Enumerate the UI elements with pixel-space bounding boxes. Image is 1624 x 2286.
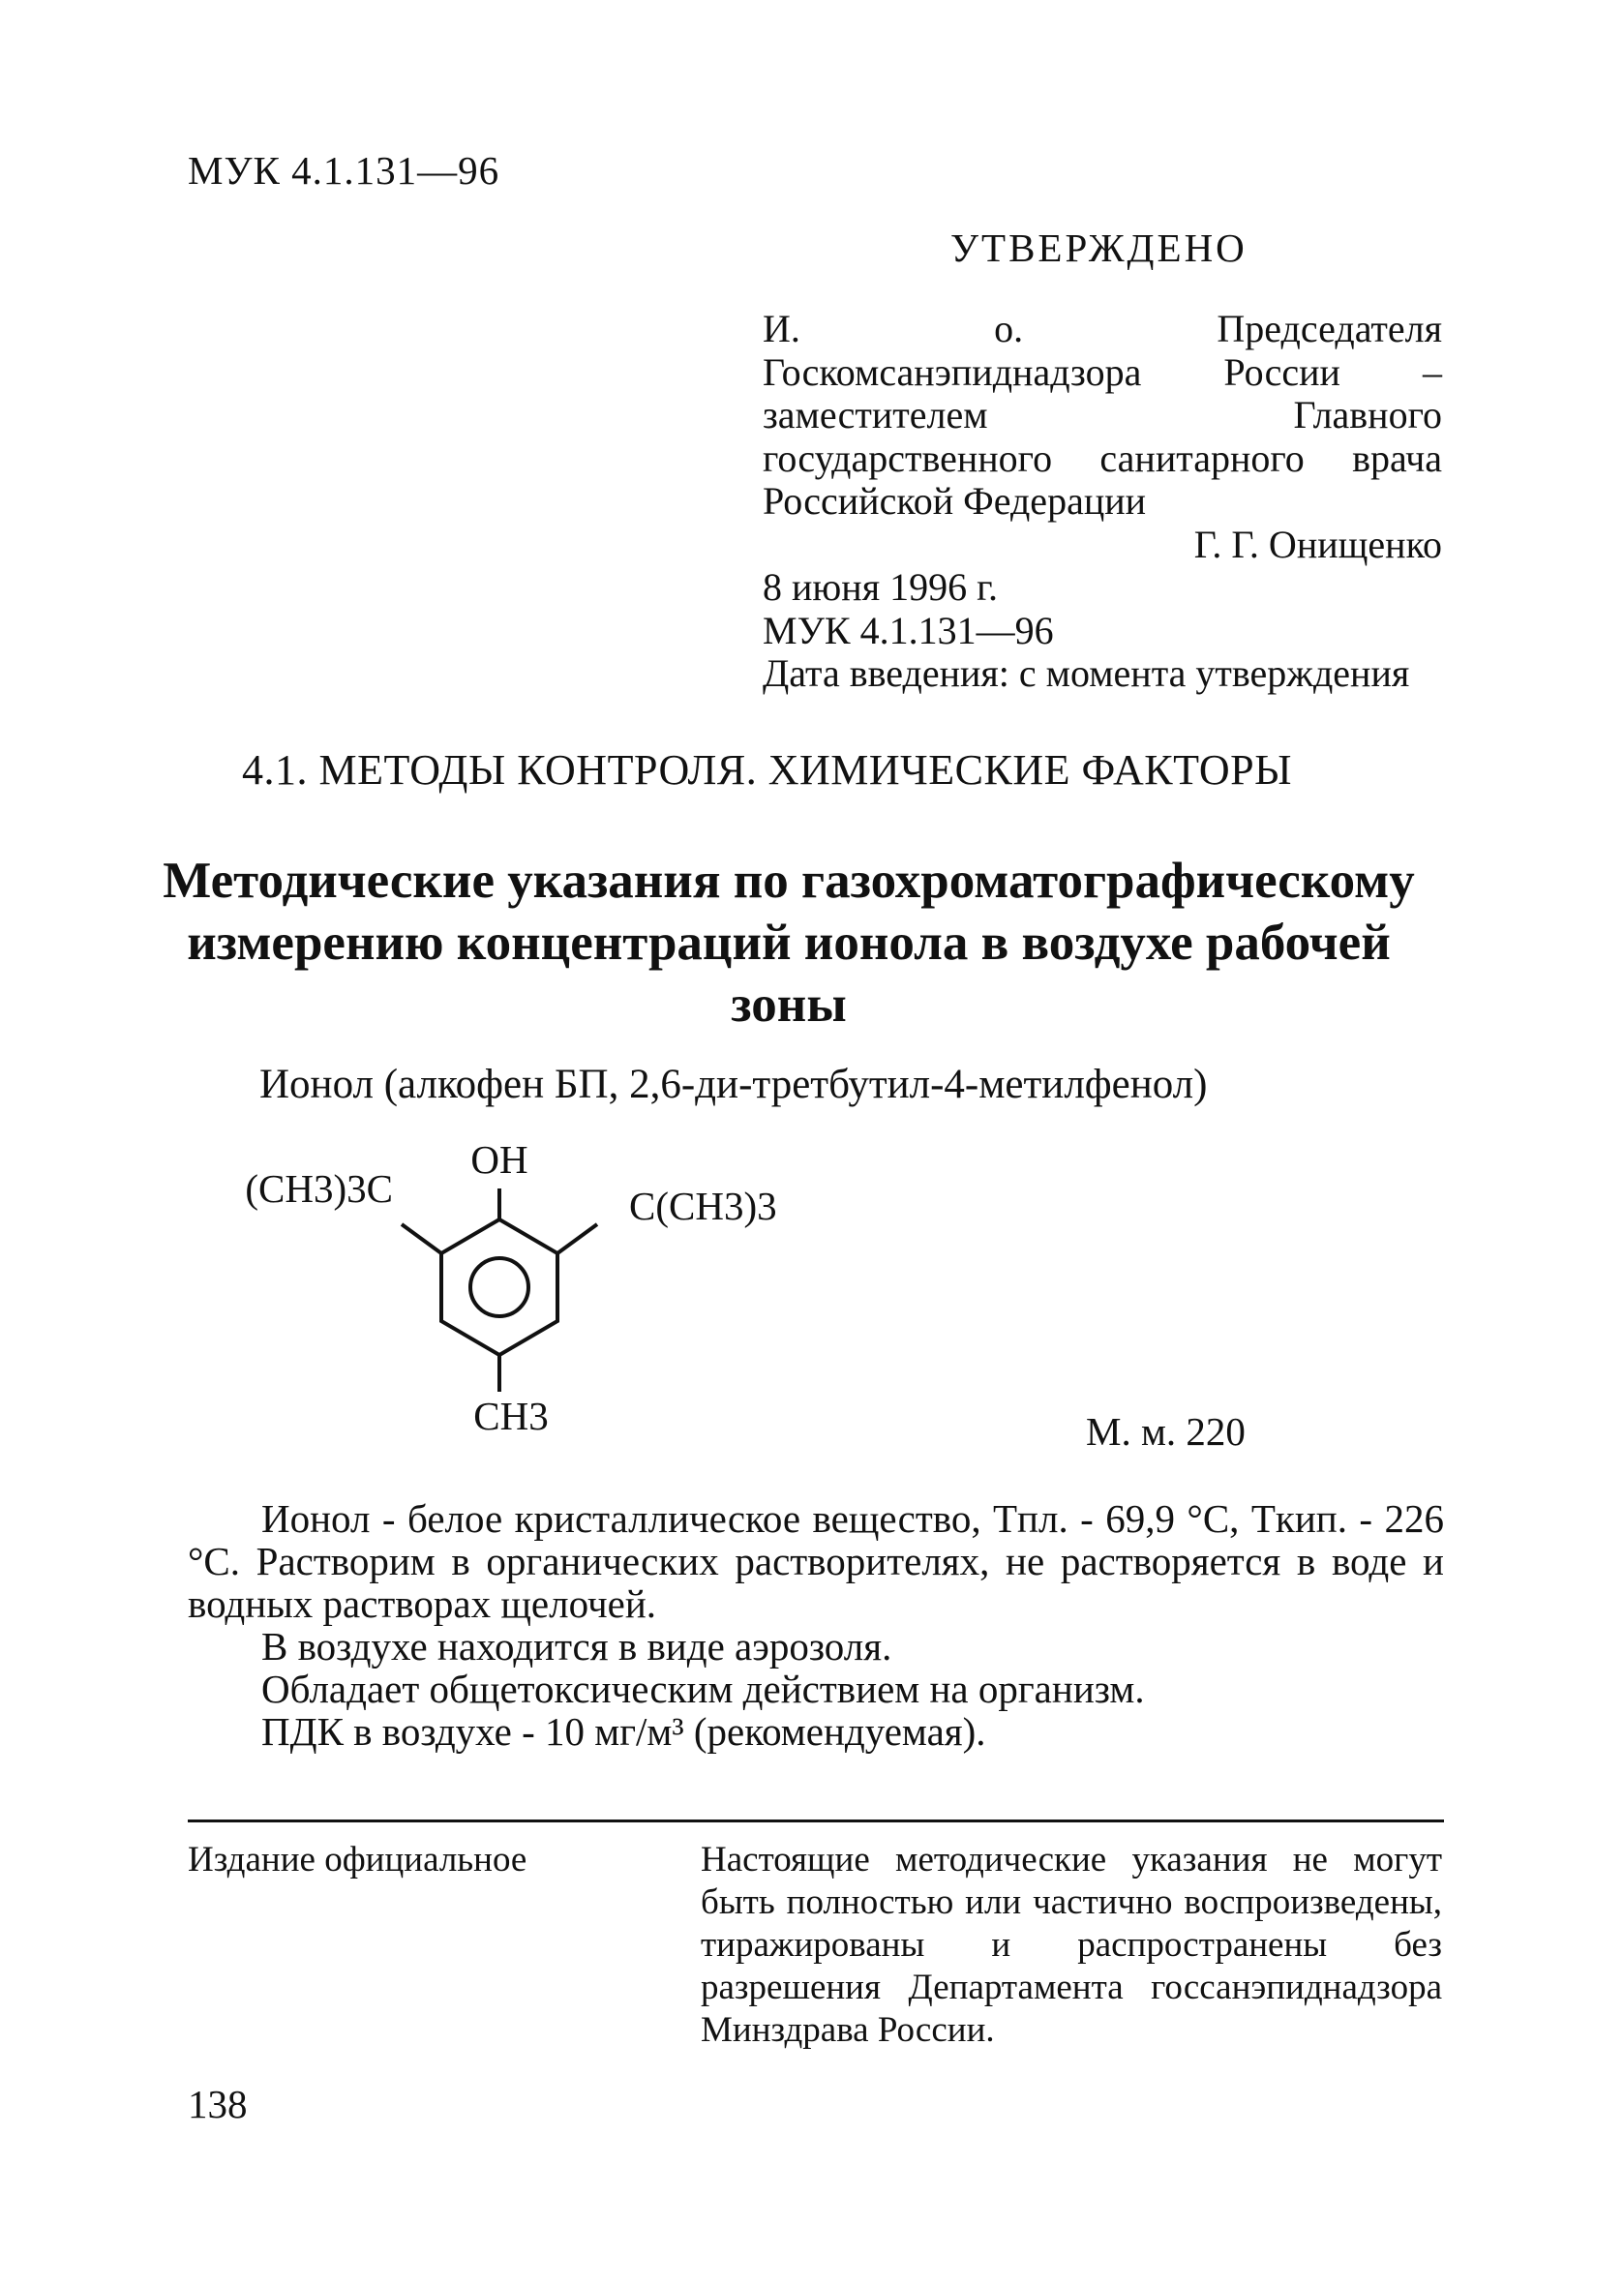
section-heading: 4.1. МЕТОДЫ КОНТРОЛЯ. ХИМИЧЕСКИЕ ФАКТОРЫ — [242, 746, 1293, 794]
molar-mass: М. м. 220 — [1086, 1409, 1246, 1454]
approval-signatory: Г. Г. Онищенко — [1193, 522, 1442, 566]
copyright-notice: Настоящие методические указания не могут быть полностью или частично воспроизведены, тиражированы и распространены без разрешения Департамента госсанэпиднадзора Минздрава России. — [701, 1840, 1442, 2050]
group-oh: OH — [470, 1137, 528, 1182]
benzene-ring — [441, 1219, 557, 1355]
approval-position: И. о. Председателя Госкомсанэпиднадзора России – заместителем Главного государственного санитарного врача Российской Федерации — [763, 307, 1442, 523]
group-bottom: CH3 — [473, 1394, 549, 1438]
compound-name: Ионол (алкофен БП, 2,6-ди-третбутил-4-метилфенол) — [259, 1062, 1208, 1107]
approval-code: МУК 4.1.131—96 — [763, 608, 1054, 652]
aromatic-circle — [470, 1258, 528, 1316]
page-number: 138 — [188, 2082, 248, 2126]
structural-formula — [203, 1132, 842, 1442]
document-code: МУК 4.1.131—96 — [188, 148, 500, 193]
description-mac: ПДК в воздухе - 10 мг/м³ (рекомендуемая). — [261, 1709, 986, 1754]
bond-left — [402, 1224, 441, 1253]
approval-date: 8 июня 1996 г. — [763, 565, 998, 609]
group-left: (CH3)3C — [245, 1166, 393, 1211]
bond-right — [557, 1224, 597, 1253]
description-properties: Ионол - белое кристаллическое вещество, Tпл. - 69,9 °С, Tкип. - 226 °С. Растворим в органических растворителях, не растворяется в воде и водных растворах щелочей. — [188, 1496, 1444, 1626]
effective-date: Дата введения: с момента утверждения — [763, 651, 1410, 695]
footer-divider — [188, 1820, 1444, 1822]
description-aerosol: В воздухе находится в виде аэрозоля. — [261, 1624, 892, 1669]
group-right: C(CH3)3 — [629, 1184, 777, 1228]
approval-heading: УТВЕРЖДЕНО — [950, 226, 1248, 270]
approval-block — [763, 308, 1442, 696]
edition-label: Издание официальное — [188, 1840, 527, 1880]
description-toxicity: Обладает общетоксическим действием на организм. — [261, 1667, 1145, 1711]
description — [188, 1497, 1444, 1753]
document-title: Методические указания по газохроматографическому измерению концентраций ионола в воздухе рабочей зоны — [163, 853, 1415, 1033]
